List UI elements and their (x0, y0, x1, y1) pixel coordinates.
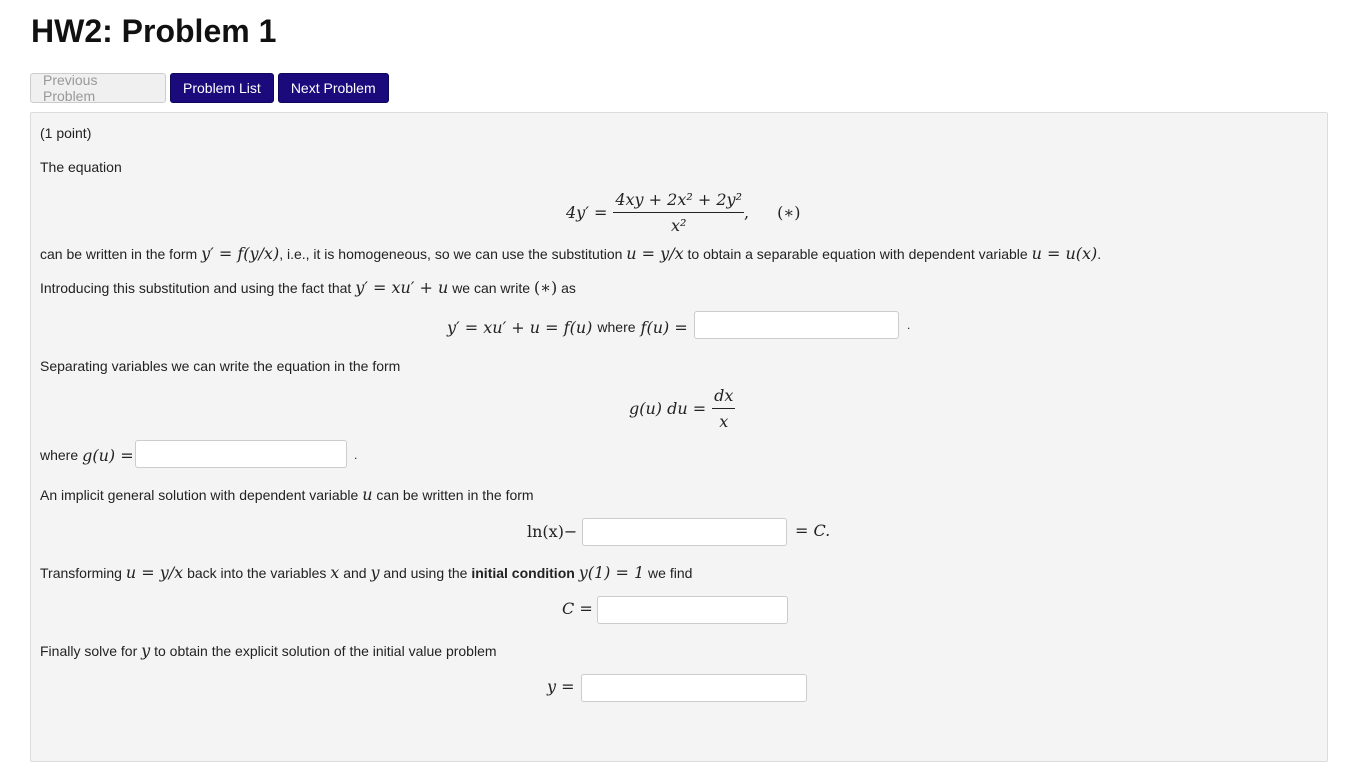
p5-initial-condition: initial condition (471, 565, 575, 581)
p5-text-a: Transforming (40, 565, 122, 581)
p5-text-b: back into the variables (187, 565, 327, 581)
main-eq-denominator: x² (670, 215, 687, 235)
p5-math-x: x (330, 563, 340, 582)
separable-equation (629, 385, 735, 431)
p2-text-a: Introducing this substitution and using the fact that (40, 280, 352, 296)
main-eq-fraction (613, 190, 744, 235)
gu-math: g(u) = (82, 445, 134, 465)
p5-math-sub: u = y/x (125, 563, 184, 582)
p5-text-e: we find (648, 565, 693, 581)
fu-eq-where: where (597, 319, 636, 335)
p2-text-c: as (561, 280, 576, 296)
main-equation (566, 187, 800, 237)
p1-math-form: y′ = f(y/x) (201, 244, 280, 263)
p2-text-b: we can write (452, 280, 530, 296)
homogeneous-paragraph (40, 244, 1101, 263)
p1-text-d: . (1097, 246, 1102, 262)
sep-eq-numerator: dx (712, 386, 735, 409)
fu-eq-label: f(u) = (640, 317, 688, 337)
sep-eq-lhs: g(u) du = (629, 398, 707, 418)
p1-math-substitution: u = y/x (626, 244, 684, 263)
p6-text-a: Finally solve for (40, 643, 138, 659)
ln-eq-rhs-text: = C. (795, 521, 831, 540)
fu-period: . (907, 318, 911, 332)
explicit-solution-paragraph (40, 641, 497, 660)
p1-text-b: , i.e., it is homogeneous, so we can use the substitution (279, 246, 623, 262)
initial-condition-paragraph (40, 563, 692, 582)
implicit-solution-paragraph (40, 485, 534, 504)
ln-equation-lhs (527, 519, 577, 543)
y-answer-input[interactable] (581, 674, 807, 702)
problem-nav (30, 73, 389, 103)
p6-math-y: y (141, 641, 151, 660)
c-equation-lhs (562, 599, 593, 619)
previous-problem-button[interactable]: Previous Problem (30, 73, 166, 103)
p4-text-a: An implicit general solution with dependent variable (40, 487, 359, 503)
p5-text-d: and using the (383, 565, 468, 581)
p1-text-a: can be written in the form (40, 246, 198, 262)
page-title: HW2: Problem 1 (31, 13, 277, 49)
c-answer-input[interactable] (597, 596, 788, 624)
fu-equation (447, 315, 688, 339)
y-eq-text: y = (547, 677, 575, 696)
p4-text-b: can be written in the form (376, 487, 534, 503)
next-problem-button[interactable]: Next Problem (278, 73, 389, 103)
p4-math-u: u (362, 485, 373, 504)
fu-eq-lhs: y′ = xu′ + u = f(u) (447, 317, 593, 337)
ln-answer-input[interactable] (582, 518, 787, 546)
sep-eq-denominator: x (719, 411, 729, 431)
ln-eq-text: ln(x)− (527, 521, 578, 541)
c-eq-text: C = (562, 599, 593, 618)
fu-answer-input[interactable] (694, 311, 899, 339)
gu-label (40, 443, 134, 467)
substitution-paragraph (40, 278, 576, 297)
main-eq-tag: (∗) (777, 202, 801, 222)
p5-math-ic: y(1) = 1 (578, 563, 645, 582)
p5-math-y: y (370, 563, 380, 582)
sep-eq-fraction (712, 386, 735, 431)
p2-math-fact: y′ = xu′ + u (355, 278, 449, 297)
intro-text: The equation (40, 159, 122, 175)
y-equation-lhs (547, 677, 575, 697)
main-eq-comma: , (744, 202, 750, 222)
points-label: (1 point) (40, 125, 92, 141)
p6-text-b: to obtain the explicit solution of the initial value problem (154, 643, 497, 659)
p2-math-tag: (∗) (533, 278, 558, 297)
main-eq-lhs: 4y′ = (566, 202, 608, 222)
gu-period: . (354, 448, 358, 462)
p1-math-dependent: u = u(x) (1031, 244, 1098, 263)
main-eq-numerator: 4xy + 2x² + 2y² (613, 190, 744, 213)
gu-answer-input[interactable] (135, 440, 347, 468)
ln-equation-rhs (795, 521, 830, 541)
p1-text-c: to obtain a separable equation with dependent variable (687, 246, 1028, 262)
problem-list-button[interactable]: Problem List (170, 73, 274, 103)
problem-panel (30, 112, 1328, 762)
p5-text-c: and (343, 565, 367, 581)
separating-paragraph: Separating variables we can write the equation in the form (40, 358, 401, 374)
gu-where: where (40, 447, 79, 463)
